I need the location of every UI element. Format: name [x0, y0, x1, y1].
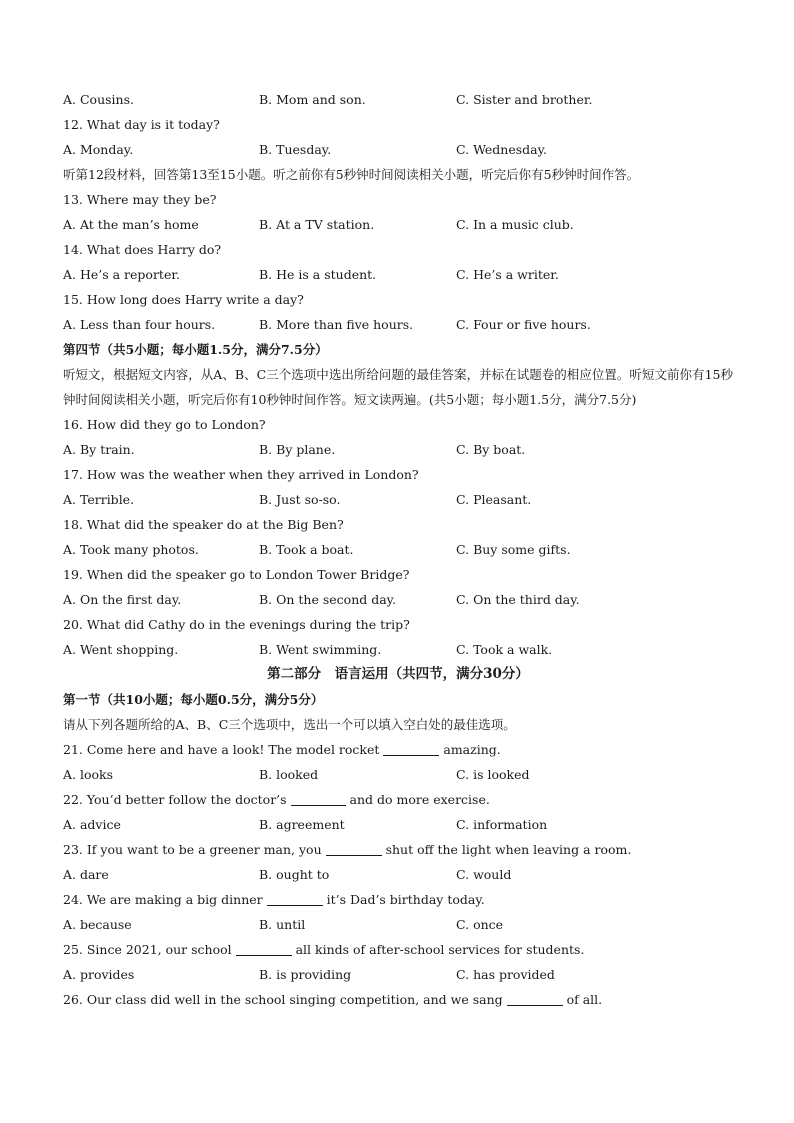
option-b: B. More than five hours. — [259, 317, 414, 332]
question-text-after: it’s Dad’s birthday today. — [322, 892, 485, 907]
question-line: 听第12段材料，回答第13至15小题。听之前你有5秒钟时间阅读相关小题，听完后你有5秒钟时间作答。 — [63, 167, 640, 182]
answer-blank — [507, 991, 563, 1006]
option-b: B. By plane. — [259, 442, 336, 457]
question-text-before: 26. Our class did well in the school singing competition, and we sang — [63, 992, 507, 1007]
question-line: 19. When did the speaker go to London Tower Bridge? — [63, 567, 410, 582]
part-title: 第二部分 语言运用（共四节，满分30分） — [267, 666, 529, 682]
question-text-before: 22. You’d better follow the doctor’s — [63, 792, 291, 807]
option-a: A. Monday. — [63, 142, 134, 157]
option-c: C. Sister and brother. — [456, 92, 593, 107]
option-c: C. would — [456, 867, 512, 882]
option-c: C. Four or five hours. — [456, 317, 591, 332]
option-c: C. Pleasant. — [456, 492, 532, 507]
answer-options — [63, 262, 733, 287]
answer-options — [63, 637, 733, 662]
option-b: B. On the second day. — [259, 592, 397, 607]
question — [63, 887, 733, 912]
option-c: C. In a music club. — [456, 217, 574, 232]
section-heading: 第四节（共5小题；每小题1.5分，满分7.5分） — [63, 342, 328, 357]
question — [63, 737, 733, 762]
question-text-after: of all. — [562, 992, 603, 1007]
option-b: B. Tuesday. — [259, 142, 332, 157]
question-text-after: all kinds of after-school services for students. — [291, 942, 585, 957]
exam-content — [63, 87, 733, 1012]
question-text-before: 23. If you want to be a greener man, you — [63, 842, 326, 857]
question-text-before: 21. Come here and have a look! The model rocket — [63, 742, 384, 757]
option-b: B. is providing — [259, 967, 352, 982]
question — [63, 837, 733, 862]
answer-options — [63, 312, 733, 337]
question-line: 18. What did the speaker do at the Big Ben? — [63, 517, 344, 532]
option-c: C. On the third day. — [456, 592, 580, 607]
option-c: C. once — [456, 917, 504, 932]
answer-options — [63, 87, 733, 112]
option-b: B. Just so-so. — [259, 492, 341, 507]
option-b: B. Went swimming. — [259, 642, 382, 657]
question-text-after: shut off the light when leaving a room. — [381, 842, 632, 857]
option-a: A. provides — [63, 967, 135, 982]
option-a: A. On the first day. — [63, 592, 182, 607]
option-a: A. Took many photos. — [63, 542, 199, 557]
instruction-paragraph: 听短文，根据短文内容，从A、B、C三个选项中选出所给问题的最佳答案，并标在试题卷的相应位置。听短文前你有15秒钟时间阅读相关小题，听完后你有10秒钟时间作答。短文读两遍。(共5小题；每小题1.5分，满分7.5分) — [63, 367, 733, 407]
question — [63, 987, 733, 1012]
answer-options — [63, 962, 733, 987]
option-a: A. Went shopping. — [63, 642, 179, 657]
option-c: C. information — [456, 817, 548, 832]
question-line: 14. What does Harry do? — [63, 242, 222, 257]
question-line: 17. How was the weather when they arrived in London? — [63, 467, 419, 482]
option-a: A. looks — [63, 767, 114, 782]
question-line: 20. What did Cathy do in the evenings during the trip? — [63, 617, 410, 632]
option-b: B. looked — [259, 767, 319, 782]
answer-blank — [236, 941, 292, 956]
answer-options — [63, 437, 733, 462]
answer-options — [63, 862, 733, 887]
answer-options — [63, 537, 733, 562]
answer-options — [63, 212, 733, 237]
option-c: C. is looked — [456, 767, 530, 782]
answer-options — [63, 812, 733, 837]
option-a: A. He’s a reporter. — [63, 267, 180, 282]
question-text-after: amazing. — [439, 742, 501, 757]
option-a: A. Less than four hours. — [63, 317, 216, 332]
option-b: B. He is a student. — [259, 267, 377, 282]
option-a: A. dare — [63, 867, 109, 882]
answer-blank — [267, 891, 323, 906]
question — [63, 937, 733, 962]
answer-blank — [291, 791, 346, 806]
option-a: A. Terrible. — [63, 492, 135, 507]
option-b: B. Took a boat. — [259, 542, 354, 557]
answer-blank — [326, 841, 382, 856]
question-text-after: and do more exercise. — [345, 792, 490, 807]
answer-blank — [383, 741, 439, 756]
option-c: C. Wednesday. — [456, 142, 547, 157]
question-line: 15. How long does Harry write a day? — [63, 292, 304, 307]
option-c: C. Took a walk. — [456, 642, 553, 657]
option-b: B. until — [259, 917, 306, 932]
option-c: C. has provided — [456, 967, 555, 982]
answer-options — [63, 487, 733, 512]
option-b: B. At a TV station. — [259, 217, 375, 232]
answer-options — [63, 587, 733, 612]
question-line: 16. How did they go to London? — [63, 417, 266, 432]
question-line: 12. What day is it today? — [63, 117, 220, 132]
option-b: B. ought to — [259, 867, 330, 882]
option-a: A. because — [63, 917, 132, 932]
option-a: A. advice — [63, 817, 121, 832]
section-heading: 第一节（共10小题；每小题0.5分，满分5分） — [63, 692, 324, 707]
question-line: 请从下列各题所给的A、B、C三个选项中，选出一个可以填入空白处的最佳选项。 — [63, 717, 516, 732]
option-c: C. Buy some gifts. — [456, 542, 571, 557]
question — [63, 787, 733, 812]
question-text-before: 25. Since 2021, our school — [63, 942, 236, 957]
option-b: B. Mom and son. — [259, 92, 366, 107]
option-a: A. By train. — [63, 442, 135, 457]
answer-options — [63, 912, 733, 937]
option-c: C. By boat. — [456, 442, 526, 457]
option-a: A. Cousins. — [63, 92, 134, 107]
option-b: B. agreement — [259, 817, 345, 832]
option-a: A. At the man’s home — [63, 217, 199, 232]
option-c: C. He’s a writer. — [456, 267, 559, 282]
answer-options — [63, 137, 733, 162]
answer-options — [63, 762, 733, 787]
question-text-before: 24. We are making a big dinner — [63, 892, 267, 907]
question-line: 13. Where may they be? — [63, 192, 217, 207]
